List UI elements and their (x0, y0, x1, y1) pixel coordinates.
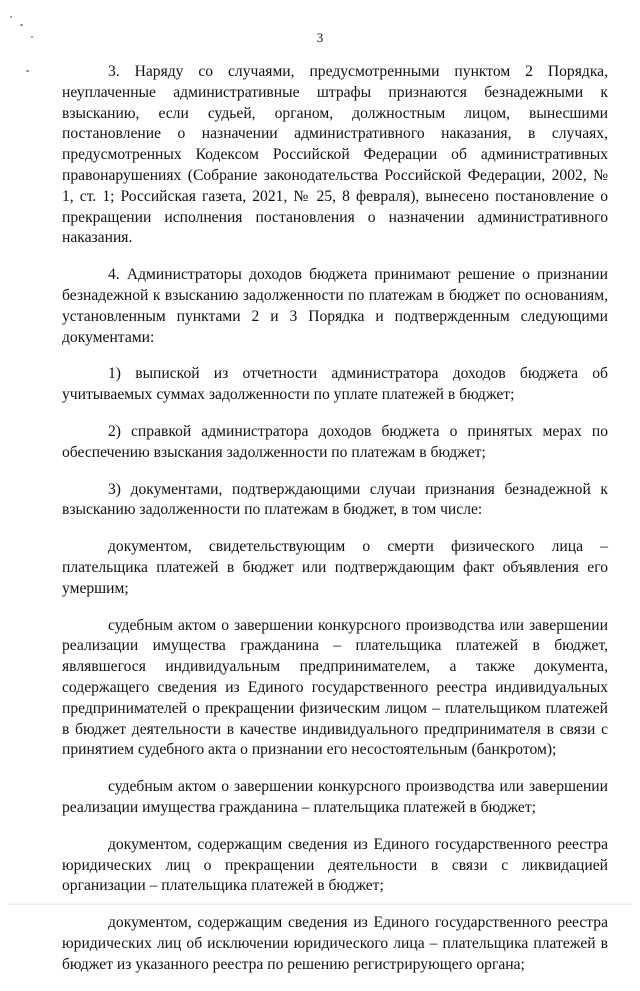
paragraph-subitem-1: 1) выпиской из отчетности администратора доходов бюджета об учитываемых суммах задолженности по уплате платежей в бюджет; (62, 365, 608, 404)
paragraph-death-document: документом, свидетельствующим о смерти физического лица – плательщика платежей в бюджет или подтверждающим факт объявления его умершим; (62, 538, 608, 597)
paragraph-subitem-3: 3) документами, подтверждающими случаи признания безнадежной к взысканию задолженности по платежам в бюджет, в том числе: (62, 480, 608, 519)
paragraph-liquidation-document: документом, содержащим сведения из Единого государственного реестра юридических лиц о прекращении деятельности в связи с ликвидацией организации – плательщика платежей в бюджет; (62, 835, 608, 895)
paragraph-exclusion-document: документом, содержащим сведения из Единого государственного реестра юридических лиц об исключении юридического лица – плательщика платежей в бюджет из указанного реестра по решению регистрирующего органа; (62, 914, 608, 973)
scan-mark (26, 70, 29, 72)
scan-mark (10, 16, 12, 18)
document-body (62, 62, 608, 991)
paragraph-subitem-2: 2) справкой администратора доходов бюджета о принятых мерах по обеспечению взыскания задолженности по платежам в бюджет; (62, 422, 608, 461)
page-number: 3 (316, 30, 324, 45)
paragraph-court-act-entrepreneur: судебным актом о завершении конкурсного производства или завершении реализации имущества гражданина – плательщика платежей в бюджет, являвшегося индивидуальным предпринимателем, а также документа, содержащего сведения из Единого государственного реестра индивидуальных предпринимателей о прекращении физическим лицом – плательщиком платежей в бюджет деятельности в качестве индивидуального предпринимателя в связи с принятием судебного акта о признании его несостоятельным (банкротом); (62, 616, 608, 759)
paragraph-item-3: 3. Наряду со случаями, предусмотренными пунктом 2 Порядка, неуплаченные административные штрафы признаются безнадежными к взысканию, если судьей, органом, должностным лицом, вынесшими постановление о назначении административного наказания, в случаях, предусмотренных Кодексом Российской Федерации об административных правонарушениях (Собрание законодательства Российской Федерации, 2002, № 1, ст. 1; Российская газета, 2021, № 25, 8 февраля), вынесено постановление о прекращении исполнения постановления о назначении административного наказания. (62, 63, 608, 247)
paragraph-court-act-citizen: судебным актом о завершении конкурсного производства или завершении реализации имущества гражданина – плательщика платежей в бюджет; (62, 778, 608, 816)
scan-mark (20, 24, 23, 26)
paragraph-item-4: 4. Администраторы доходов бюджета принимают решение о признании безнадежной к взысканию задолженности по платежам в бюджет по основаниям, установленным пунктами 2 и 3 Порядка и подтвержденным следующими документами: (62, 266, 608, 346)
